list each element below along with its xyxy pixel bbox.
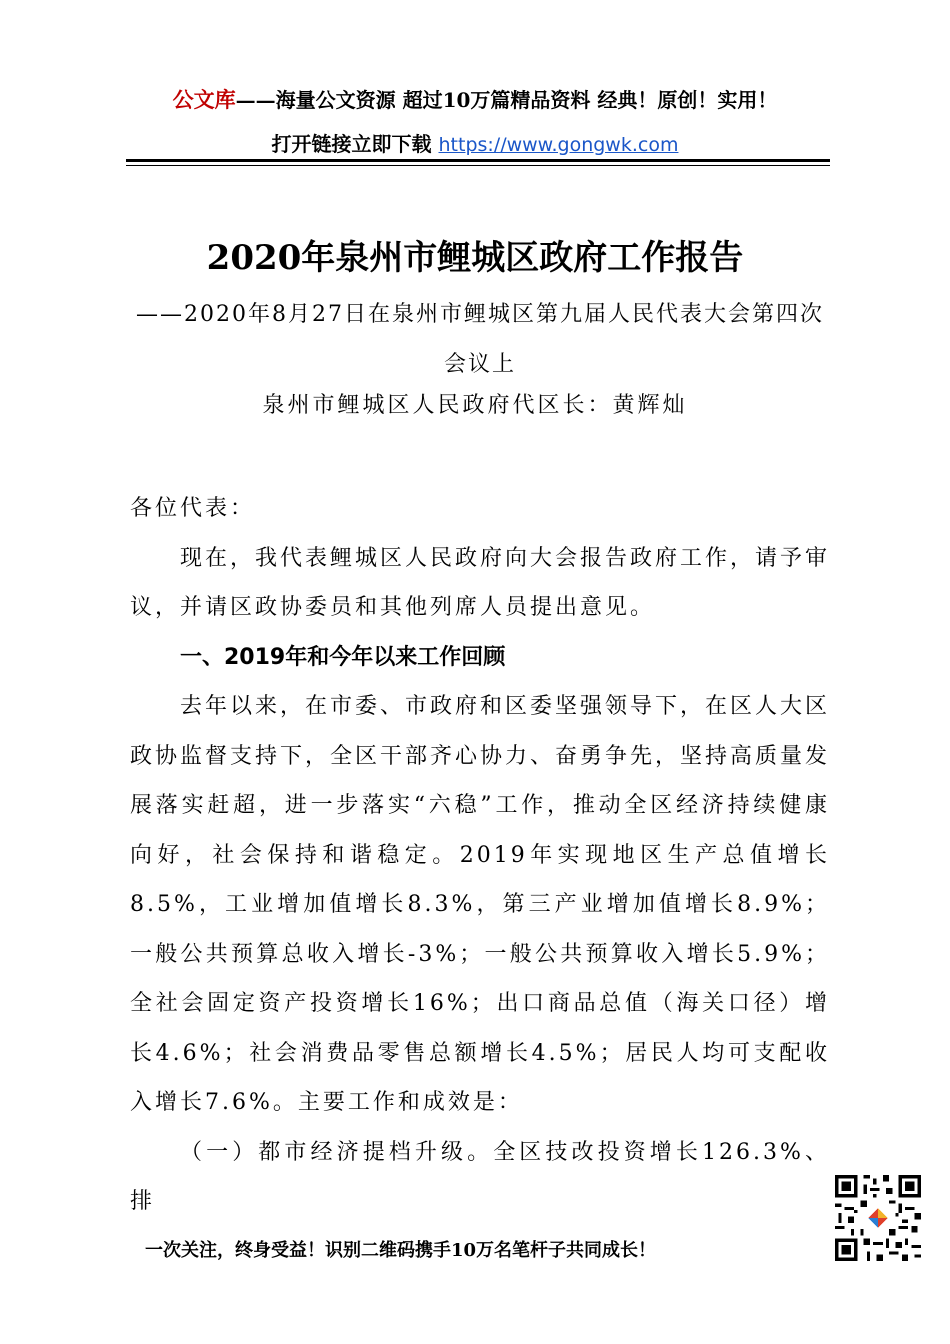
body-paragraph: （一）都市经济提档升级。全区技改投资增长126.3%、排 — [130, 1139, 830, 1214]
footer-slogan: 一次关注，终身受益！识别二维码携手10万名笔杆子共同成长！ — [145, 1240, 657, 1261]
document-title: 2020年泉州市鲤城区政府工作报告 — [206, 238, 744, 278]
document-body — [130, 484, 830, 1227]
banner-tagline: ——海量公文资源 超过10万篇精品资料 经典！原创！实用！ — [235, 88, 778, 112]
header-divider-thick — [126, 159, 830, 162]
download-label: 打开链接立即下载 — [271, 132, 432, 156]
body-paragraph: 现在，我代表鲤城区人民政府向大会报告政府工作，请予审议，并请区政协委员和其他列席人员提出意见。 — [130, 545, 831, 620]
download-link[interactable]: https://www.gongwk.com — [438, 134, 679, 156]
header-divider-thin — [126, 165, 830, 166]
document-subtitle: ——2020年8月27日在泉州市鲤城区第九届人民代表大会第四次会议上 — [136, 302, 824, 377]
body-paragraph: 去年以来，在市委、市政府和区委坚强领导下，在区人大区政协监督支持下，全区干部齐心协力、奋勇争先，坚持高质量发展落实赶超，进一步落实“六稳”工作，推动全区经济持续健康向好，社会保持和谐稳定。2019年实现地区生产总值增长8.5%，工业增加值增长8.3%，第三产业增加值增长8.9%；一般公共预算总收入增长-3%；一般公共预算收入增长5.9%；全社会固定资产投资增长16%；出口商品总值（海关口径）增长4.6%；社会消费品零售总额增长4.5%；居民人均可支配收入增长7.6%。主要工作和成效是： — [130, 694, 831, 1115]
qr-code-icon[interactable] — [832, 1172, 924, 1264]
section-heading: 一、2019年和今年以来工作回顾 — [180, 644, 506, 670]
site-banner — [0, 84, 950, 114]
download-line — [0, 128, 950, 157]
speaker-line: 泉州市鲤城区人民政府代区长：黄辉灿 — [262, 393, 688, 418]
brand-name: 公文库 — [172, 87, 236, 112]
salutation: 各位代表： — [130, 496, 256, 521]
